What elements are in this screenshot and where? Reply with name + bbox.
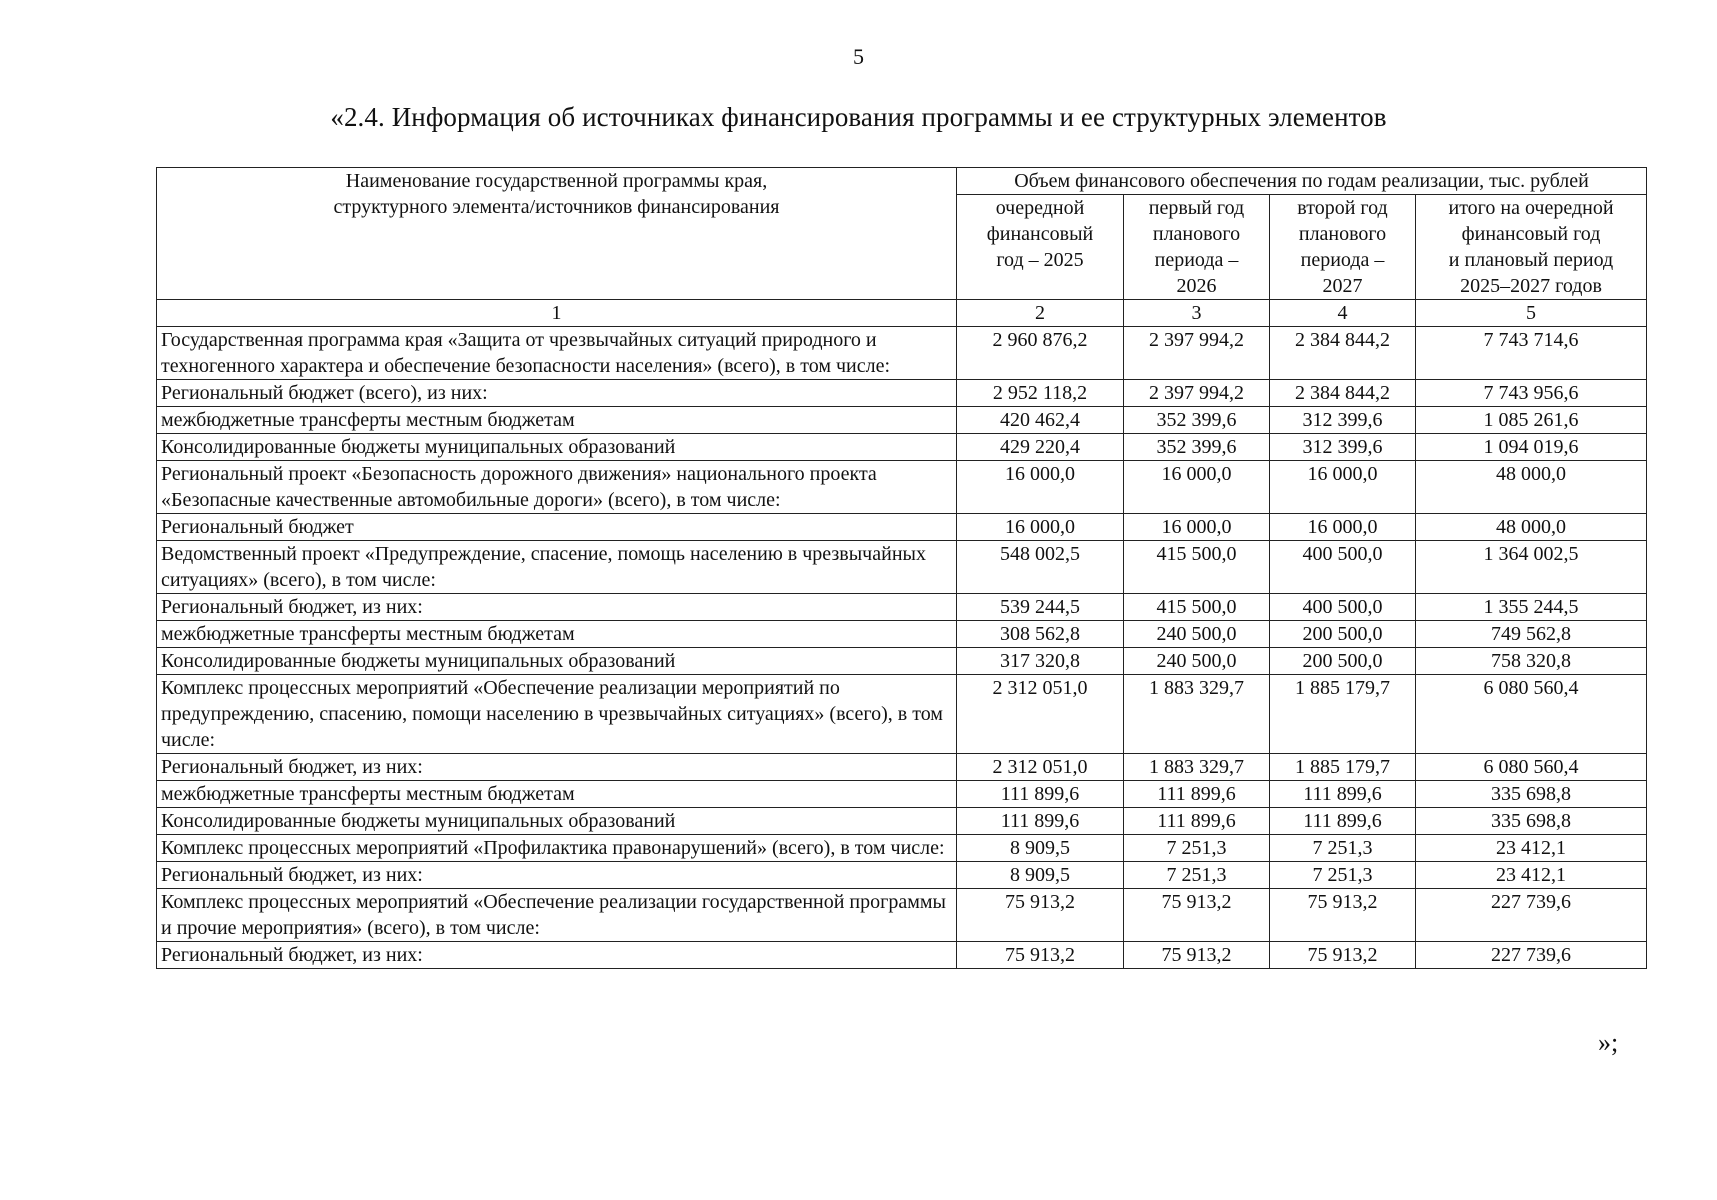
value-total: 48 000,0 bbox=[1416, 514, 1647, 541]
value-total: 1 364 002,5 bbox=[1416, 541, 1647, 594]
header-line: второй год bbox=[1297, 197, 1388, 219]
table-row bbox=[157, 621, 1647, 648]
value-2025: 308 562,8 bbox=[957, 621, 1124, 648]
header-total bbox=[1416, 195, 1647, 300]
header-name-line: Наименование государственной программы края, bbox=[345, 170, 768, 192]
table-row bbox=[157, 514, 1647, 541]
value-2026: 75 913,2 bbox=[1124, 942, 1270, 969]
page-number: 5 bbox=[853, 44, 864, 69]
column-number: 4 bbox=[1270, 300, 1416, 327]
header-line: 2025–2027 годов bbox=[1460, 275, 1602, 297]
header-year-2026 bbox=[1124, 195, 1270, 300]
value-2027: 400 500,0 bbox=[1270, 541, 1416, 594]
row-label: Государственная программа края «Защита от чрезвычайных ситуаций природного и техногенного характера и обеспечение безопасности населения» (всего), в том числе: bbox=[157, 327, 957, 380]
value-2025: 8 909,5 bbox=[957, 862, 1124, 889]
value-2025: 420 462,4 bbox=[957, 407, 1124, 434]
value-total: 48 000,0 bbox=[1416, 461, 1647, 514]
value-2027: 1 885 179,7 bbox=[1270, 754, 1416, 781]
value-total: 1 085 261,6 bbox=[1416, 407, 1647, 434]
value-total: 23 412,1 bbox=[1416, 862, 1647, 889]
value-total: 749 562,8 bbox=[1416, 621, 1647, 648]
value-2026: 111 899,6 bbox=[1124, 808, 1270, 835]
value-2026: 7 251,3 bbox=[1124, 862, 1270, 889]
value-2026: 16 000,0 bbox=[1124, 514, 1270, 541]
row-label: Региональный бюджет bbox=[157, 514, 957, 541]
value-2025: 75 913,2 bbox=[957, 889, 1124, 942]
value-2026: 1 883 329,7 bbox=[1124, 675, 1270, 754]
value-2026: 2 397 994,2 bbox=[1124, 327, 1270, 380]
header-year-2025 bbox=[957, 195, 1124, 300]
row-label: Региональный проект «Безопасность дорожного движения» национального проекта «Безопасные качественные автомобильные дороги» (всего), в том числе: bbox=[157, 461, 957, 514]
value-2027: 75 913,2 bbox=[1270, 889, 1416, 942]
value-2027: 7 251,3 bbox=[1270, 835, 1416, 862]
row-label: Ведомственный проект «Предупреждение, спасение, помощь населению в чрезвычайных ситуациях» (всего), в том числе: bbox=[157, 541, 957, 594]
value-2026: 1 883 329,7 bbox=[1124, 754, 1270, 781]
value-2026: 240 500,0 bbox=[1124, 648, 1270, 675]
value-2026: 415 500,0 bbox=[1124, 594, 1270, 621]
table-row bbox=[157, 808, 1647, 835]
value-2026: 415 500,0 bbox=[1124, 541, 1270, 594]
header-line: год – 2025 bbox=[996, 249, 1084, 271]
table-row bbox=[157, 675, 1647, 754]
value-total: 1 355 244,5 bbox=[1416, 594, 1647, 621]
value-total: 1 094 019,6 bbox=[1416, 434, 1647, 461]
value-2025: 2 312 051,0 bbox=[957, 754, 1124, 781]
header-name-line: структурного элемента/источников финансирования bbox=[333, 196, 780, 218]
table-body bbox=[157, 327, 1647, 969]
value-2025: 8 909,5 bbox=[957, 835, 1124, 862]
header-name-cell bbox=[157, 168, 957, 300]
row-label: межбюджетные трансферты местным бюджетам bbox=[157, 407, 957, 434]
row-label: Комплекс процессных мероприятий «Обеспечение реализации государственной программы и прочие мероприятия» (всего), в том числе: bbox=[157, 889, 957, 942]
table-row bbox=[157, 835, 1647, 862]
value-total: 7 743 714,6 bbox=[1416, 327, 1647, 380]
value-2027: 2 384 844,2 bbox=[1270, 327, 1416, 380]
row-label: Консолидированные бюджеты муниципальных образований bbox=[157, 648, 957, 675]
row-label: Региональный бюджет, из них: bbox=[157, 862, 957, 889]
header-line: и плановый период bbox=[1448, 249, 1614, 271]
value-total: 6 080 560,4 bbox=[1416, 754, 1647, 781]
table-row bbox=[157, 407, 1647, 434]
row-label: Региональный бюджет, из них: bbox=[157, 942, 957, 969]
table-row bbox=[157, 541, 1647, 594]
value-total: 227 739,6 bbox=[1416, 942, 1647, 969]
table-row bbox=[157, 327, 1647, 380]
value-2026: 75 913,2 bbox=[1124, 889, 1270, 942]
value-2025: 16 000,0 bbox=[957, 514, 1124, 541]
value-2025: 2 952 118,2 bbox=[957, 380, 1124, 407]
value-2027: 16 000,0 bbox=[1270, 514, 1416, 541]
header-line: планового bbox=[1298, 223, 1387, 245]
row-label: Комплекс процессных мероприятий «Профилактика правонарушений» (всего), в том числе: bbox=[157, 835, 957, 862]
table-row bbox=[157, 889, 1647, 942]
row-label: межбюджетные трансферты местным бюджетам bbox=[157, 621, 957, 648]
header-year-2027 bbox=[1270, 195, 1416, 300]
value-2026: 16 000,0 bbox=[1124, 461, 1270, 514]
column-numbers-row bbox=[157, 300, 1647, 327]
header-line: периода – bbox=[1154, 249, 1239, 271]
header-line: периода – bbox=[1300, 249, 1385, 271]
value-2025: 429 220,4 bbox=[957, 434, 1124, 461]
value-2026: 352 399,6 bbox=[1124, 434, 1270, 461]
header-line: финансовый год bbox=[1461, 223, 1601, 245]
table-row bbox=[157, 781, 1647, 808]
column-number: 2 bbox=[957, 300, 1124, 327]
row-label: Региональный бюджет (всего), из них: bbox=[157, 380, 957, 407]
value-total: 7 743 956,6 bbox=[1416, 380, 1647, 407]
value-2026: 2 397 994,2 bbox=[1124, 380, 1270, 407]
value-2027: 1 885 179,7 bbox=[1270, 675, 1416, 754]
value-2027: 2 384 844,2 bbox=[1270, 380, 1416, 407]
financing-table bbox=[156, 167, 1647, 969]
value-2025: 2 312 051,0 bbox=[957, 675, 1124, 754]
column-number: 3 bbox=[1124, 300, 1270, 327]
table-row bbox=[157, 594, 1647, 621]
header-funding-group: Объем финансового обеспечения по годам реализации, тыс. рублей bbox=[957, 168, 1647, 195]
closing-quote: »; bbox=[1598, 1028, 1619, 1057]
row-label: Комплекс процессных мероприятий «Обеспечение реализации мероприятий по предупреждению, спасению, помощи населению в чрезвычайных ситуациях» (всего), в том числе: bbox=[157, 675, 957, 754]
value-2027: 111 899,6 bbox=[1270, 808, 1416, 835]
row-label: межбюджетные трансферты местным бюджетам bbox=[157, 781, 957, 808]
value-2027: 312 399,6 bbox=[1270, 407, 1416, 434]
section-title: «2.4. Информация об источниках финансирования программы и ее структурных элементов bbox=[330, 102, 1387, 132]
value-2025: 111 899,6 bbox=[957, 781, 1124, 808]
table-row bbox=[157, 461, 1647, 514]
value-2027: 111 899,6 bbox=[1270, 781, 1416, 808]
header-line: первый год bbox=[1148, 197, 1245, 219]
header-line: очередной bbox=[995, 197, 1085, 219]
column-number: 5 bbox=[1416, 300, 1647, 327]
value-total: 227 739,6 bbox=[1416, 889, 1647, 942]
table-row bbox=[157, 648, 1647, 675]
value-total: 758 320,8 bbox=[1416, 648, 1647, 675]
value-2027: 75 913,2 bbox=[1270, 942, 1416, 969]
header-line: итого на очередной bbox=[1448, 197, 1614, 219]
value-2027: 200 500,0 bbox=[1270, 648, 1416, 675]
row-label: Консолидированные бюджеты муниципальных образований bbox=[157, 808, 957, 835]
row-label: Региональный бюджет, из них: bbox=[157, 754, 957, 781]
table-row bbox=[157, 862, 1647, 889]
value-2026: 240 500,0 bbox=[1124, 621, 1270, 648]
value-2027: 400 500,0 bbox=[1270, 594, 1416, 621]
value-2025: 539 244,5 bbox=[957, 594, 1124, 621]
column-number: 1 bbox=[157, 300, 957, 327]
value-2025: 317 320,8 bbox=[957, 648, 1124, 675]
value-2025: 2 960 876,2 bbox=[957, 327, 1124, 380]
value-2025: 16 000,0 bbox=[957, 461, 1124, 514]
value-2026: 352 399,6 bbox=[1124, 407, 1270, 434]
header-line: финансовый bbox=[986, 223, 1094, 245]
table-row bbox=[157, 380, 1647, 407]
header-line: 2027 bbox=[1322, 275, 1363, 297]
header-line: планового bbox=[1152, 223, 1241, 245]
value-total: 6 080 560,4 bbox=[1416, 675, 1647, 754]
value-total: 335 698,8 bbox=[1416, 808, 1647, 835]
row-label: Консолидированные бюджеты муниципальных образований bbox=[157, 434, 957, 461]
row-label: Региональный бюджет, из них: bbox=[157, 594, 957, 621]
value-total: 23 412,1 bbox=[1416, 835, 1647, 862]
value-2027: 7 251,3 bbox=[1270, 862, 1416, 889]
value-2025: 111 899,6 bbox=[957, 808, 1124, 835]
value-total: 335 698,8 bbox=[1416, 781, 1647, 808]
table-row bbox=[157, 754, 1647, 781]
table-row bbox=[157, 942, 1647, 969]
header-line: 2026 bbox=[1176, 275, 1217, 297]
value-2026: 111 899,6 bbox=[1124, 781, 1270, 808]
value-2027: 16 000,0 bbox=[1270, 461, 1416, 514]
value-2026: 7 251,3 bbox=[1124, 835, 1270, 862]
table-row bbox=[157, 434, 1647, 461]
value-2025: 75 913,2 bbox=[957, 942, 1124, 969]
value-2027: 200 500,0 bbox=[1270, 621, 1416, 648]
value-2027: 312 399,6 bbox=[1270, 434, 1416, 461]
value-2025: 548 002,5 bbox=[957, 541, 1124, 594]
